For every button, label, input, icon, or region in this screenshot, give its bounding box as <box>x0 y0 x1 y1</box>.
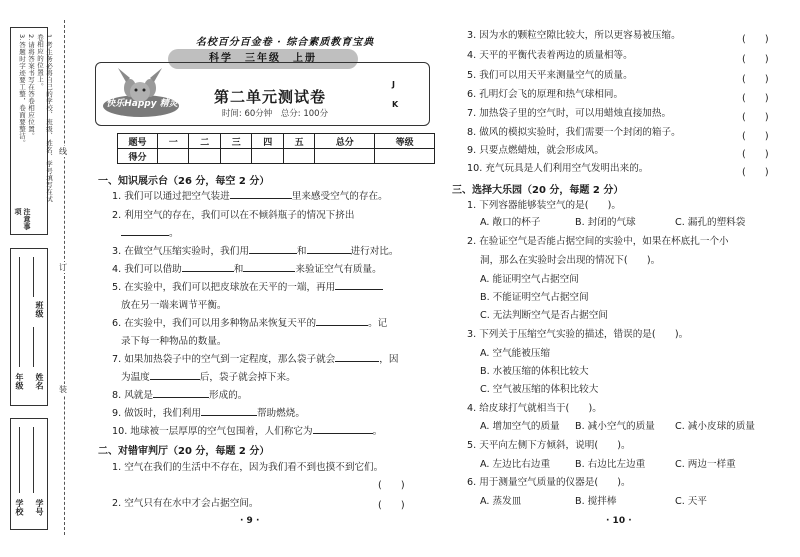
choice-option[interactable]: A. 空气能被压缩 <box>480 348 551 359</box>
choice-question-1: 1. 下列容器能够装空气的是( )。 <box>467 200 622 211</box>
side-mark-j: J <box>392 80 395 89</box>
page-number-left: · 9 · <box>240 516 260 526</box>
notes-line-3: 3.答题时字迹要工整，卷面要整洁。 <box>18 34 26 147</box>
logo-text: 快乐Happy 精灵 <box>106 99 178 109</box>
fill-question-5: 5. 在实验中，我们可以把皮球放在天平的一端，再用 <box>112 278 383 297</box>
score-header-cell: 三 <box>220 134 251 149</box>
notes-line-2: 2.请将答案书写在答卷相应位置。 <box>27 34 35 140</box>
fill-question-4: 4. 我们可以借助 和 来验证空气有质量。 <box>112 260 382 279</box>
choice-option[interactable]: A. 能证明空气占据空间 <box>480 274 579 285</box>
fill-question-7: 7. 如果加热袋子中的空气到一定程度，那么袋子就会 ，因 <box>112 350 398 369</box>
school-label: 学校 <box>15 499 24 516</box>
notes-box <box>10 27 53 235</box>
name-field[interactable] <box>33 327 34 367</box>
score-cell[interactable] <box>220 149 251 164</box>
fill-question-1: 1. 我们可以通过把空气装进 里来感受空气的存在。 <box>112 187 388 206</box>
choice-option[interactable]: C. 漏孔的塑料袋 <box>675 217 746 228</box>
fill-question-2: 2. 利用空气的存在，我们可以在不倾斜瓶子的情况下挤出 <box>112 210 355 221</box>
school-field[interactable] <box>19 427 20 493</box>
score-row-label: 得分 <box>118 149 158 164</box>
page-number-right: · 10 · <box>606 516 632 526</box>
judge-question-10: 10. 充气玩具是人们利用空气发明出来的。 <box>467 163 649 174</box>
answer-blank[interactable] <box>121 225 169 236</box>
score-header-cell: 总分 <box>315 134 375 149</box>
section-1-title: 一、知识展示台（26 分，每空 2 分） <box>98 176 270 187</box>
fill-question-6: 6. 在实验中，我们可以用多种物品来恢复天平的 。记 <box>112 314 387 333</box>
score-cell[interactable] <box>252 149 283 164</box>
section-3-title: 三、选择大乐园（20 分，每题 2 分） <box>452 185 624 196</box>
test-meta: 时间: 60分钟 总分: 100分 <box>221 109 329 119</box>
cut-word-xian: 线 <box>59 147 67 156</box>
fill-question-3: 3. 在做空气压缩实验时，我们用 和 进行对比。 <box>112 242 398 261</box>
choice-option[interactable]: C. 两边一样重 <box>675 459 736 470</box>
grade-class-box <box>10 248 48 406</box>
answer-blank[interactable] <box>335 279 383 290</box>
score-header-cell: 五 <box>283 134 314 149</box>
judge-question-8: 8. 做风的模拟实验时，我们需要一个封闭的箱子。 <box>467 127 681 138</box>
score-cell[interactable] <box>158 149 189 164</box>
choice-option[interactable]: C. 空气被压缩的体积比较大 <box>480 384 599 395</box>
judge-question-7: 7. 加热袋子里的空气时，可以用蜡烛直接加热。 <box>467 108 672 119</box>
answer-blank[interactable] <box>243 261 295 272</box>
choice-option[interactable]: C. 减小皮球的质量 <box>675 421 755 432</box>
answer-blank[interactable] <box>150 369 200 380</box>
judge-question-1: 1. 空气在我们的生活中不存在，因为我们看不到也摸不到它们。 <box>112 462 384 473</box>
answer-paren[interactable]: ( ) <box>378 500 405 511</box>
judge-question-3: 3. 因为水的颗粒空隙比较大，所以更容易被压缩。 <box>467 30 681 41</box>
cut-word-ding: 订 <box>59 263 67 272</box>
answer-blank[interactable] <box>307 243 351 254</box>
id-field[interactable] <box>33 427 34 493</box>
judge-question-2: 2. 空气只有在水中才会占据空间。 <box>112 498 259 509</box>
choice-option[interactable]: B. 不能证明空气占据空间 <box>480 292 589 303</box>
judge-question-9: 9. 只要点燃蜡烛，就会形成风。 <box>467 145 604 156</box>
choice-option[interactable]: A. 左边比右边重 <box>480 459 551 470</box>
notes-label: 注意事项 <box>14 208 31 231</box>
answer-paren[interactable]: ( ) <box>742 74 769 85</box>
choice-option[interactable]: C. 无法判断空气是否占据空间 <box>480 310 608 321</box>
section-2-title: 二、对错审判厅（20 分，每题 2 分） <box>98 446 270 457</box>
side-mark-k: K <box>392 100 399 109</box>
class-field[interactable] <box>33 257 34 297</box>
choice-option[interactable]: A. 增加空气的质量 <box>480 421 560 432</box>
choice-option[interactable]: C. 天平 <box>675 496 707 507</box>
score-table <box>117 133 435 164</box>
id-label: 学号 <box>35 499 44 516</box>
notes-line-1: 1.考生务必将自己的学校、班级、姓名、学号填写在试卷相应的位置上。 <box>36 34 53 203</box>
score-cell[interactable] <box>315 149 375 164</box>
answer-blank[interactable] <box>182 261 234 272</box>
answer-blank[interactable] <box>153 387 209 398</box>
answer-paren[interactable]: ( ) <box>742 93 769 104</box>
answer-paren[interactable]: ( ) <box>378 480 405 491</box>
binding-cut-line <box>64 20 65 535</box>
choice-question-4: 4. 给皮球打气就相当于( )。 <box>467 403 602 414</box>
choice-question-6: 6. 用于测量空气质量的仪器是( )。 <box>467 477 631 488</box>
choice-option[interactable]: A. 蒸发皿 <box>480 496 522 507</box>
fill-question-7-cont: 为温度 后，袋子就会掉下来。 <box>121 368 296 387</box>
judge-question-6: 6. 孔明灯会飞的原理和热气球相同。 <box>467 89 624 100</box>
answer-blank[interactable] <box>335 351 379 362</box>
judge-question-4: 4. 天平的平衡代表着两边的质量相等。 <box>467 50 633 61</box>
answer-paren[interactable]: ( ) <box>742 54 769 65</box>
choice-option[interactable]: B. 搅拌棒 <box>575 496 617 507</box>
fill-question-5-cont: 放在另一端来调节平衡。 <box>121 300 227 311</box>
grade-field[interactable] <box>19 257 20 367</box>
cut-word-zhuang: 装 <box>59 385 67 394</box>
name-label: 姓名 <box>35 373 44 390</box>
choice-option[interactable]: B. 封闭的气球 <box>575 217 636 228</box>
answer-blank[interactable] <box>249 243 297 254</box>
answer-paren[interactable]: ( ) <box>742 112 769 123</box>
answer-blank[interactable] <box>313 423 373 434</box>
choice-option[interactable]: B. 减小空气的质量 <box>575 421 655 432</box>
judge-question-5: 5. 我们可以用天平来测量空气的质量。 <box>467 70 633 81</box>
choice-option[interactable]: A. 敞口的杯子 <box>480 217 541 228</box>
choice-question-2-cont: 洞，那么在实验时会出现的情况下( )。 <box>480 255 661 266</box>
choice-question-5: 5. 天平向左侧下方倾斜，说明( )。 <box>467 440 631 451</box>
fill-question-6-cont: 录下每一种物品的数量。 <box>121 336 227 347</box>
school-id-box <box>10 418 48 530</box>
fill-question-10: 10. 地球被一层厚厚的空气包围着，人们称它为 。 <box>112 422 382 441</box>
score-cell[interactable] <box>375 149 435 164</box>
score-header-cell: 二 <box>189 134 220 149</box>
fill-question-9: 9. 做饭时，我们利用 帮助燃烧。 <box>112 404 305 423</box>
score-header-cell: 题号 <box>118 134 158 149</box>
choice-option[interactable]: B. 水被压缩的体积比较大 <box>480 366 589 377</box>
answer-blank[interactable] <box>201 405 257 416</box>
test-title: 第二单元测试卷 <box>213 88 326 106</box>
answer-blank[interactable] <box>230 188 292 199</box>
score-cell[interactable] <box>189 149 220 164</box>
happy-sprite-logo <box>100 66 182 120</box>
answer-paren[interactable]: ( ) <box>742 149 769 160</box>
answer-paren[interactable]: ( ) <box>742 34 769 45</box>
score-header-cell: 一 <box>158 134 189 149</box>
subject-banner: 科学 三年级 上册 <box>168 49 358 69</box>
choice-question-3: 3. 下列关于压缩空气实验的描述，错误的是( )。 <box>467 329 689 340</box>
fill-question-8: 8. 风就是 形成的。 <box>112 386 247 405</box>
answer-blank[interactable] <box>316 315 368 326</box>
fill-question-2-cont: 。 <box>121 224 179 243</box>
class-label: 班级 <box>35 301 44 318</box>
series-slogan: 名校百分百金卷 · 综合素质教育宝典 <box>195 37 375 48</box>
answer-paren[interactable]: ( ) <box>742 167 769 178</box>
grade-label: 年级 <box>15 373 24 390</box>
choice-option[interactable]: B. 右边比左边重 <box>575 459 646 470</box>
score-cell[interactable] <box>283 149 314 164</box>
score-header-cell: 等级 <box>375 134 435 149</box>
answer-paren[interactable]: ( ) <box>742 131 769 142</box>
score-header-cell: 四 <box>252 134 283 149</box>
choice-question-2: 2. 在验证空气是否能占据空间的实验中，如果在杯底扎一个小 <box>467 236 729 247</box>
rabbit-mascot-icon <box>100 66 182 120</box>
